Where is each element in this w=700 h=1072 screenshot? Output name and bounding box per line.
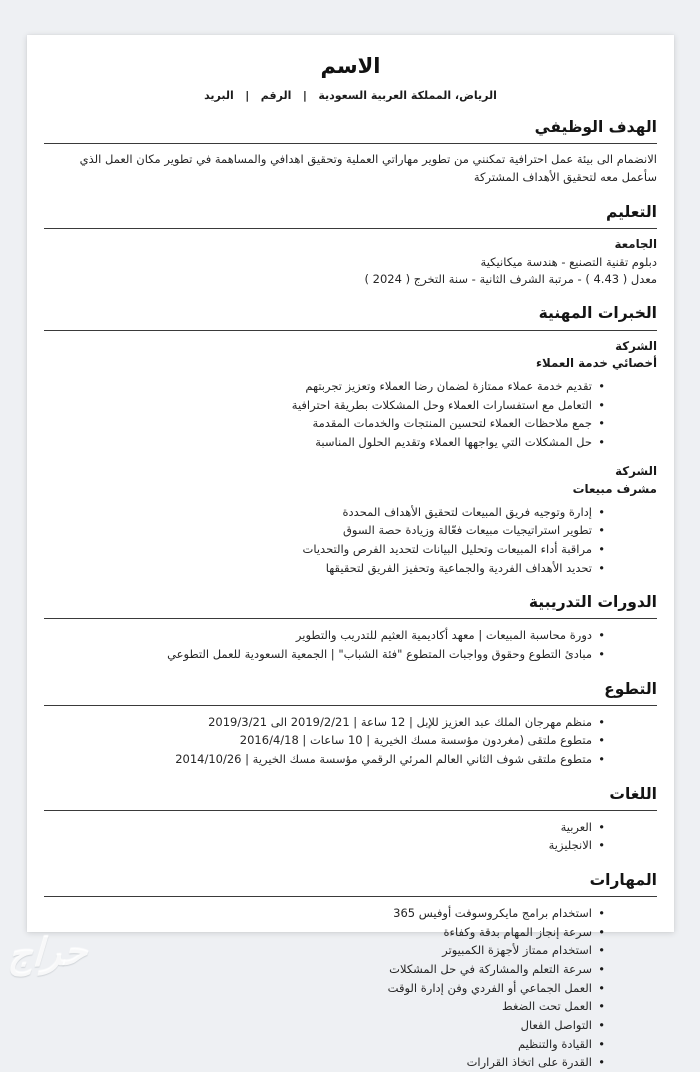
education-school: الجامعة	[614, 237, 657, 252]
education-degree: دبلوم تقنية التصنيع - هندسة ميكانيكية	[480, 254, 657, 269]
objective-text: الانضمام الى بيئة عمل احترافية تمكنني من تطوير مهاراتي العملية وتحقيق اهدافي والمساهمة في تطوير مكان العمل الذي سأعمل معه لتحقيق الأهداف المشتركة	[79, 152, 657, 185]
course-list	[44, 626, 657, 663]
language-item: • العربية	[44, 818, 605, 837]
section-title-volunteering: التطوع	[44, 679, 657, 706]
section-title-objective: الهدف الوظيفي	[44, 117, 657, 144]
volunteering-item: • متطوع ملتقى (مغردون مؤسسة مسك الخيرية | 10 ساعات | 2016/4/18	[44, 731, 605, 750]
course-item: • دورة محاسبة المبيعات | معهد أكاديمية العثيم للتدريب والتطوير	[44, 626, 605, 645]
skill-item: • القيادة والتنظيم	[44, 1035, 605, 1054]
section-title-languages: اللغات	[44, 784, 657, 811]
section-courses	[44, 592, 657, 663]
section-title-skills: المهارات	[44, 870, 657, 897]
job-entry	[44, 463, 657, 577]
job-role: مشرف مبيعات	[572, 482, 657, 497]
section-title-education: التعليم	[44, 202, 657, 229]
job-entry	[44, 338, 657, 452]
job-bullet: • مراقبة أداء المبيعات وتحليل البيانات لتحديد الفرص والتحديات	[44, 540, 605, 559]
job-bullet: • التعامل مع استفسارات العملاء وحل المشكلات بطريقة احترافية	[44, 396, 605, 415]
job-bullet: • حل المشكلات التي يواجهها العملاء وتقديم الحلول المناسبة	[44, 433, 605, 452]
language-list	[44, 818, 657, 855]
job-company: الشركة	[615, 464, 657, 479]
job-bullet: • تطوير استراتيجيات مبيعات فعّالة وزيادة حصة السوق	[44, 521, 605, 540]
course-item: • مبادئ التطوع وحقوق وواجبات المتطوع "فئة الشباب" | الجمعية السعودية للعمل التطوعي	[44, 645, 605, 664]
skill-item: • العمل تحت الضغط	[44, 997, 605, 1016]
skill-item: • سرعة إنجاز المهام بدقة وكفاءة	[44, 923, 605, 942]
section-languages	[44, 784, 657, 855]
job-company: الشركة	[615, 338, 657, 353]
job-bullet: • تحديد الأهداف الفردية والجماعية وتحفيز الفريق لتحقيقها	[44, 559, 605, 578]
page-title: الاسم	[320, 54, 381, 78]
job-bullet-list	[44, 377, 657, 452]
haraj-watermark-logo: حراج	[6, 928, 89, 977]
skill-item: • استخدام ممتاز لأجهزة الكمبيوتر	[44, 941, 605, 960]
contact-line: الرياض، المملكة العربية السعودية | الرقم | البريد	[204, 89, 497, 103]
section-volunteering	[44, 679, 657, 769]
section-skills	[44, 870, 657, 1072]
volunteering-item: • منظم مهرجان الملك عبد العزيز للإبل | 12 ساعة | 2019/2/21 الى 2019/3/21	[44, 713, 605, 732]
language-item: • الانجليزية	[44, 836, 605, 855]
education-details: معدل ( 4.43 ) - مرتبة الشرف الثانية - سنة التخرج ( 2024 )	[364, 272, 657, 287]
skill-item: • القدرة على اتخاذ القرارات	[44, 1053, 605, 1072]
section-objective	[44, 117, 657, 187]
section-title-courses: الدورات التدريبية	[44, 592, 657, 619]
skill-item: • سرعة التعلم والمشاركة في حل المشكلات	[44, 960, 605, 979]
job-bullet: • تقديم خدمة عملاء ممتازة لضمان رضا العملاء وتعزيز تجربتهم	[44, 377, 605, 396]
job-bullet: • إدارة وتوجيه فريق المبيعات لتحقيق الأهداف المحددة	[44, 503, 605, 522]
skill-item: • استخدام برامج مايكروسوفت أوفيس 365	[44, 904, 605, 923]
section-education	[44, 202, 657, 288]
volunteering-list	[44, 713, 657, 769]
skill-item: • العمل الجماعي أو الفردي وفن إدارة الوقت	[44, 979, 605, 998]
volunteering-item: • متطوع ملتقى شوف الثاني العالم المرئي الرقمي مؤسسة مسك الخيرية | 2014/10/26	[44, 750, 605, 769]
skill-item: • التواصل الفعال	[44, 1016, 605, 1035]
job-bullet: • جمع ملاحظات العملاء لتحسين المنتجات والخدمات المقدمة	[44, 414, 605, 433]
job-role: أخصائي خدمة العملاء	[536, 356, 657, 371]
section-title-experience: الخبرات المهنية	[44, 303, 657, 330]
section-experience	[44, 303, 657, 577]
job-bullet-list	[44, 503, 657, 578]
